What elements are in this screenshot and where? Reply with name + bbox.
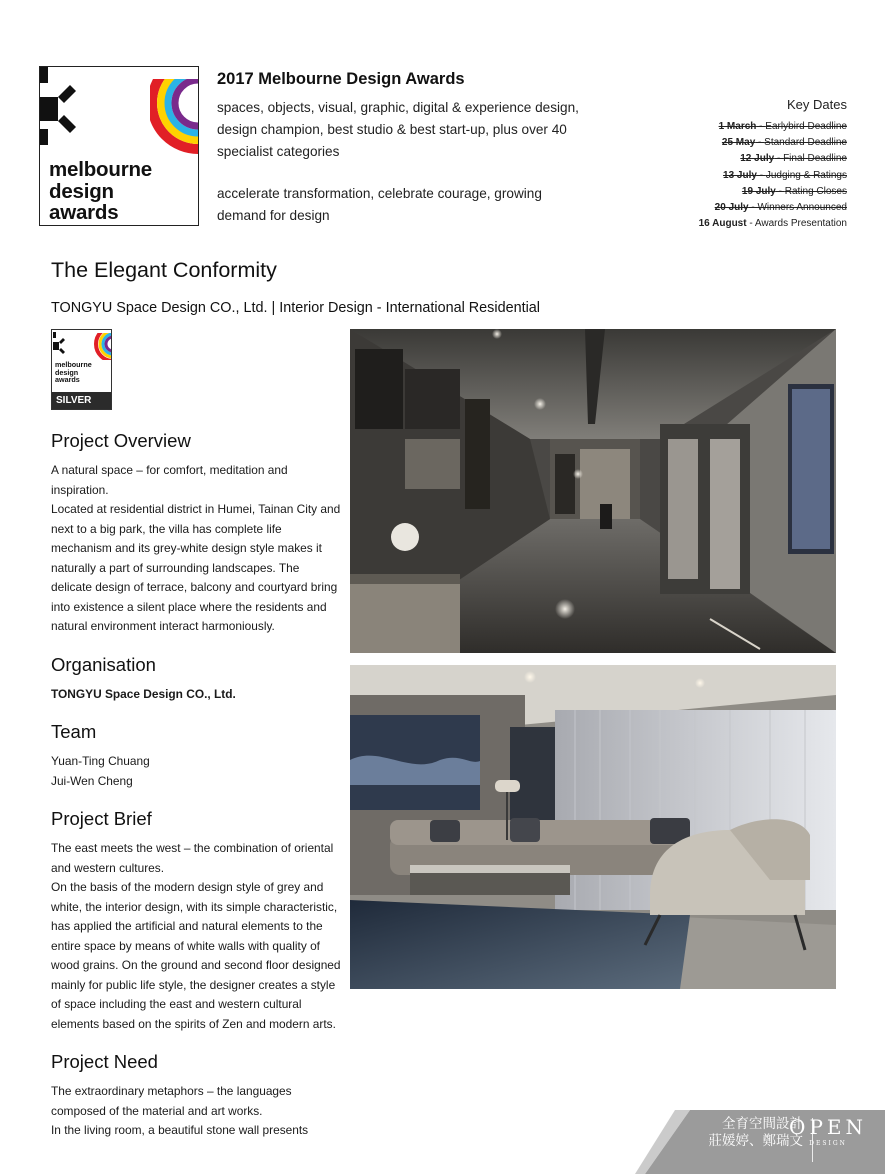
need-heading: Project Need [51,1051,158,1072]
watermark-credit: 全育空間設計 莊媛婷、鄭瑞文 [708,1116,803,1149]
award-title: 2017 Melbourne Design Awards [217,70,465,88]
project-details [51,430,341,1158]
logo-k-mark-icon [40,67,80,147]
team-member: Yuan-Ting Chuang [51,754,150,768]
key-date-date: 16 August [698,218,747,230]
key-dates-list [699,119,847,232]
key-date-date: 1 March [718,121,757,132]
key-date-date: 25 May [721,137,756,149]
key-date-date: 12 July [740,153,775,165]
overview-text: A natural space – for comfort, meditation and inspiration. Located at residential district in Humei, Tainan City and next to a big park, the villa has complete life mechanism and its grey-white design style makes it naturally a part of surrounding landscapes. The delicate design of terrace, balcony and courtyard bring into existence a silent place where the residents and natural environment interact harmoniously. [51,463,341,633]
organisation-heading: Organisation [51,653,156,675]
team-member: Jui-Wen Cheng [51,773,133,788]
key-dates [699,97,847,232]
key-date-date: 13 July [723,169,757,181]
key-date-row: 20 July - Winners Announced [714,202,847,214]
key-date-row: 13 July - Judging & Ratings [723,169,847,181]
award-header [217,70,597,227]
project-title: The Elegant Conformity [51,258,277,282]
corridor-interior-photo [350,329,836,653]
key-date-label: Earlybird Deadline [765,121,847,132]
award-tagline: accelerate transformation, celebrate courage, growing demand for design [217,186,542,223]
need-section [51,1051,341,1141]
open-design-watermark [635,1110,885,1174]
organisation-name: TONGYU Space Design CO., Ltd. [51,686,236,701]
badge-wordmark: melbourne design awards [55,360,92,385]
logo-wordmark: melbourne design awards [49,158,152,224]
key-date-label: Winners Announced [757,202,847,214]
need-text: The extraordinary metaphors – the languages composed of the material and art works. In the living room, a beautiful stone wall presents [51,1084,309,1137]
key-date-label: Judging & Ratings [765,169,847,181]
organisation-section [51,654,341,705]
key-date-label: Rating Closes [784,185,847,197]
brief-text: The east meets the west – the combination of oriental and western cultures. On the basis of the modern design style of grey and white, the interior design, with its simple characteristic, has applied the artificial and natural elements to the entire space by means of white walls with quality of wood grains. On the ground and second floor designed mainly for public life style, the designer creates a style of space including the east and western cultural elements based on the spirits of Zen and modern arts. [51,841,341,1031]
key-date-date: 19 July [741,185,776,197]
living-room-photo [350,665,836,989]
key-date-row: 16 August - Awards Presentation [698,218,847,230]
key-date-row: 19 July - Rating Closes [741,185,847,197]
badge-logo-icon [52,330,112,360]
open-design-logo: OPEN DESIGN [789,1115,867,1147]
brief-section [51,808,341,1034]
overview-heading: Project Overview [51,430,191,451]
key-date-label: Standard Deadline [764,137,847,149]
key-date-date: 20 July [714,202,749,214]
team-section [51,721,341,791]
brief-heading: Project Brief [51,808,152,829]
key-date-row: 1 March - Earlybird Deadline [718,121,847,132]
award-categories: spaces, objects, visual, graphic, digital & experience design, design champion, best studio & best start-up, plus over 40 specialist categories [217,100,579,159]
key-date-row: 12 July - Final Deadline [740,153,847,165]
key-date-label: Final Deadline [783,153,847,165]
silver-award-badge [51,329,112,410]
team-heading: Team [51,721,97,742]
melbourne-design-awards-logo [39,66,199,226]
project-subtitle: TONGYU Space Design CO., Ltd. | Interior Design - International Residential [51,300,540,316]
logo-color-rings-icon [138,67,198,157]
badge-level: SILVER [52,392,111,409]
key-dates-title: Key Dates [787,97,847,112]
key-date-label: Awards Presentation [754,218,847,230]
overview-section [51,430,341,637]
key-date-row: 25 May - Standard Deadline [721,137,847,149]
